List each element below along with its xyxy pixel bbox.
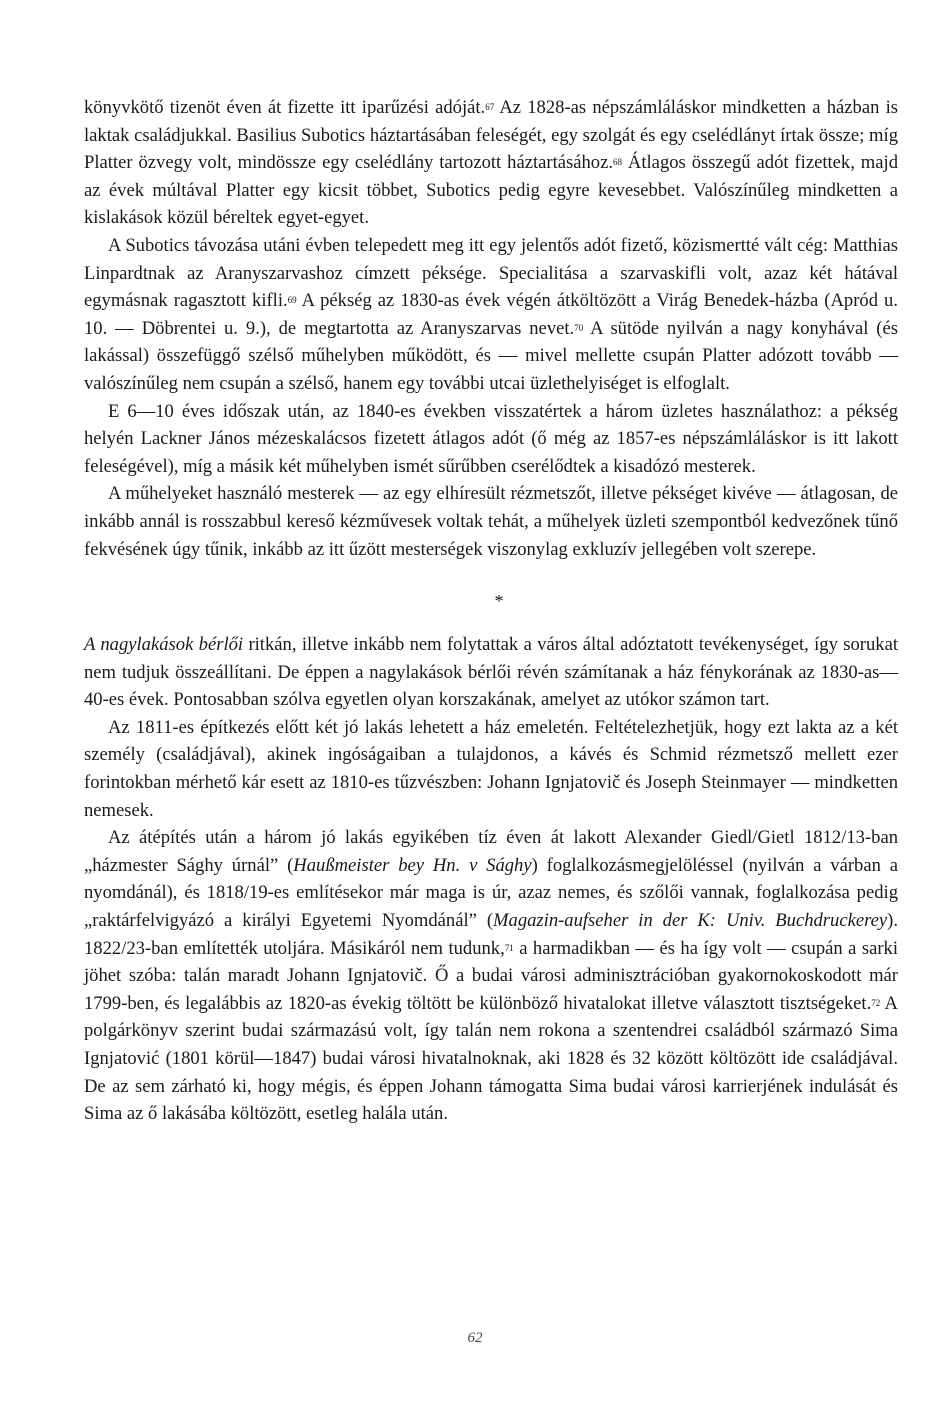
paragraph-3: E 6—10 éves időszak után, az 1840-es években visszatértek a három üzletes használathoz: a pékség helyén Lackner János mézeskalácsos fizetett átlagos adót (ő még az 1857-es népszámláláskor is itt lakott feleségével), míg a másik két műhelyben ismét sűrűbben cserélődtek a kisadózó mesterek. [84, 400, 898, 477]
asterisk-divider: * [494, 591, 504, 612]
paragraph-7 [84, 824, 898, 1128]
text-run: A polgárkönyv szerint budai származású volt, így talán nem rokona a szentendrei családból származó Sima Ignjatović (1801 körül—1847) budai városi hivatalnoknak, aki 1828 és 32 között költözött ide családjával. De az sem zárható ki, hogy mégis, és éppen Johann támogatta Sima budai városi karrierjének indulását és Sima az ő lakásába költözött, esetleg halála után. [84, 992, 898, 1125]
text-run: A Subotics távozása utáni évben telepedett meg itt egy jelentős adót fizető, közismertté vált cég: Matthias Linpardtnak az Aranyszarvashoz címzett péksége. Specialitása a szarvaskifli volt, azaz két hátával egymásnak ragasztott kifli. [84, 234, 898, 312]
page-number: 62 [467, 1330, 483, 1346]
italic-lead: A nagylakások bérlői [84, 634, 244, 656]
text-run: Átlagos összegű adót fizettek, majd az évek múltával Platter egy kicsit többet, Subotics pedig egyre kevesebbet. Valószínűleg mindketten a kislakások közül béreltek egyet-egyet. [84, 152, 898, 229]
footnote-ref-68[interactable]: 68 [612, 157, 622, 168]
body-text [84, 94, 898, 1128]
footnote-ref-71[interactable]: 71 [504, 942, 514, 953]
text-run: Az 1828-as népszámláláskor mindketten a házban is laktak családjukkal. Basilius Subotics háztartásában feleségét, egy szolgát és egy cselédlányt írtak össze; míg Platter özvegy volt, mindössze egy cselédlány tartozott háztartásához. [84, 97, 898, 174]
text-run: ) foglalkozásmegjelöléssel (nyilván a várban a nyomdánál), és 1818/19-es említésekor már maga is úr, azaz nemes, és szőlői vannak, foglalkozása pedig „raktárfelvigyázó a királyi Egyetemi Nyomdánál” ( [84, 854, 898, 932]
footnote-ref-72[interactable]: 72 [871, 997, 881, 1008]
section-divider [84, 573, 898, 621]
paragraph-6: Az 1811-es építkezés előtt két jó lakás lehetett a ház emeletén. Feltételezhetjük, hogy ezt lakta az a két személy (családjával), akinek ingóságaiban a tulajdonos, a kávés és Schmid rézmetsző mellett ezer forintokban mérhető kár esett az 1810-es tűzvészben: Johann Ignjatovič és Joseph Steinmayer — mindketten nemesek. [84, 716, 898, 821]
footnote-ref-70[interactable]: 70 [574, 322, 584, 333]
paragraph-5 [84, 631, 898, 714]
text-run: a harmadikban — és ha így volt — csupán a sarki jöhet szóba: talán maradt Johann Ignjatovič. Ő a budai városi adminisztrációban gyakornokoskodott már 1799-ben, és legalábbis az 1820-as évekig töltött be különböző hivatalokat illetve választott tisztségeket. [84, 937, 899, 1014]
text-run: A sütöde nyilván a nagy konyhával (és lakással) összefüggő szélső műhelyben működött, és — mivel mellette csupán Platter adózott tovább — valószínűleg nem csupán a szélső, hanem egy további utcai üzlethelyiséget is elfoglalt. [84, 317, 898, 394]
footnote-ref-69[interactable]: 69 [287, 295, 297, 306]
text-run: A pékség az 1830-as évek végén átköltözött a Virág Benedek-házba (Apród u. 10. — Döbrentei u. 9.), de megtartotta az Aranyszarvas nevet. [84, 290, 898, 339]
paragraph-4: A műhelyeket használó mesterek — az egy elhíresült rézmetszőt, illetve pékséget kivéve — átlagosan, de inkább annál is rosszabbul kereső kézművesek voltak tehát, a műhelyek üzleti szempontból kedvezőnek tűnő fekvésének úgy tűnik, inkább az itt űzött mesterségek viszonylag exkluzív jellegében volt szerepe. [84, 483, 898, 560]
text-run: ). 1822/23-ban említették utoljára. Másikáról nem tudunk, [84, 910, 898, 959]
italic-quote: Haußmeister bey Hn. v Sághy [293, 854, 532, 876]
italic-quote: Magazin-aufseher in der K: Univ. Buchdruckerey [493, 910, 888, 932]
paragraph-2 [84, 232, 898, 398]
text-run: Az átépítés után a három jó lakás egyikében tíz éven át lakott Alexander Giedl/Gietl 1812/13-ban „házmester Sághy úrnál” ( [84, 827, 898, 876]
text-run: könyvkötő tizenöt éven át fizette itt iparűzési adóját. [84, 97, 486, 118]
text-run: ritkán, illetve inkább nem folytattak a város által adóztatott tevékenységet, így sorukat nem tudjuk összeállítani. De éppen a nagylakások bérlői révén számítanak a ház fénykorának az 1830-as—40-es évek. Pontosabban szólva egyetlen olyan korszakának, amelyet az utókor számon tart. [84, 634, 898, 711]
paragraph-1 [84, 94, 898, 232]
footnote-ref-67[interactable]: 67 [485, 102, 495, 112]
